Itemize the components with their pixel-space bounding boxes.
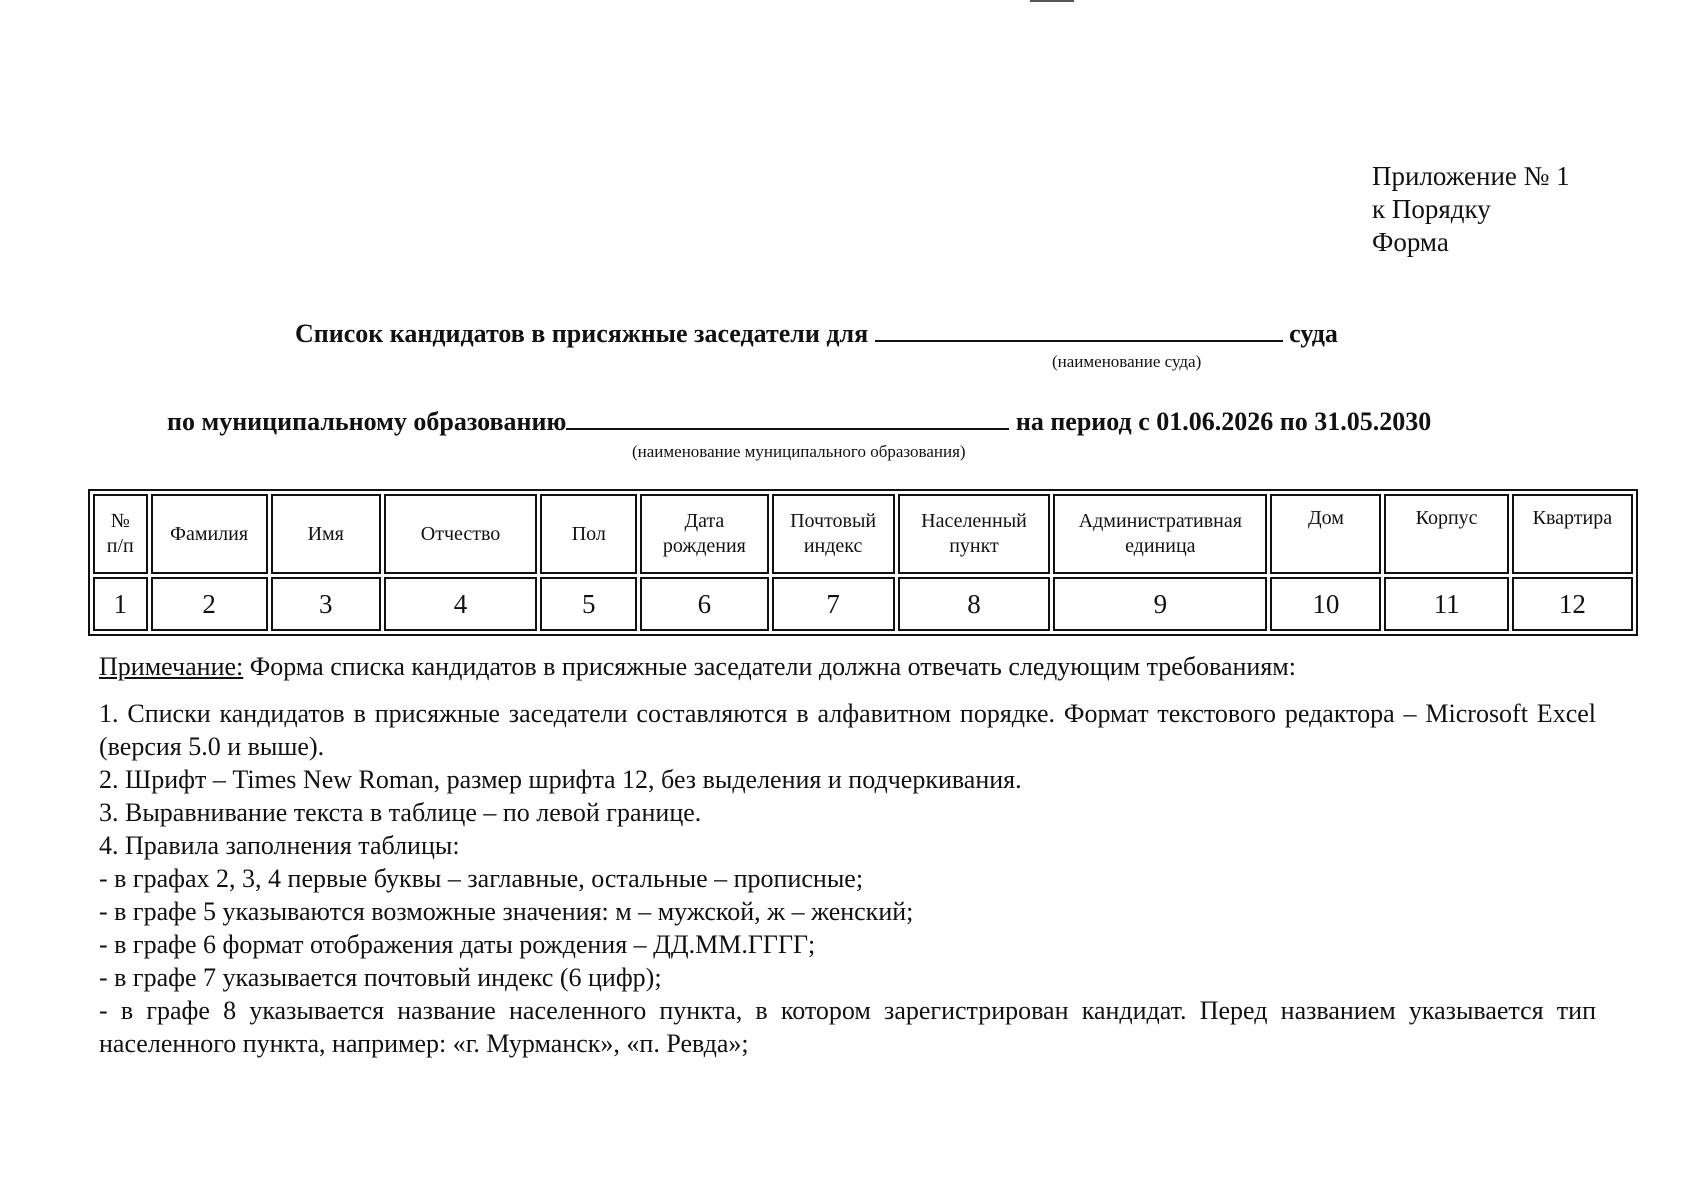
table-header-text: Почтовый [790, 510, 877, 532]
table-header-text: п/п [106, 535, 134, 557]
table-header-row [93, 494, 1633, 574]
table-header-cell [640, 494, 768, 574]
table-header-cell [1270, 494, 1381, 574]
table-number-cell: 3 [271, 577, 381, 631]
table-header-text: индекс [803, 535, 863, 557]
municipality-blank [566, 406, 1009, 430]
requirement-item: 4. Правила заполнения таблицы: [99, 831, 460, 860]
table-header-cell [1512, 494, 1633, 574]
table-header-text: Административная [1078, 510, 1242, 532]
table-header-cell [1053, 494, 1267, 574]
table-header-text: пункт [949, 535, 999, 557]
table-header-text: Дом [1307, 507, 1344, 529]
requirement-item: 1. Списки кандидатов в присяжные заседатели составляются в алфавитном порядке. Формат текстового редактора – Microsoft Excel (версия 5.0 и выше). [99, 699, 1596, 761]
appendix-line-2: к Порядку [1372, 194, 1491, 224]
title-line-1-text: Список кандидатов в присяжные заседатели для [295, 319, 869, 348]
table-header-text: Квартира [1532, 507, 1613, 529]
title-line-2-text: по муниципальному образованию [167, 407, 567, 436]
court-name-caption: (наименование суда) [1052, 352, 1202, 371]
table-header-text: Пол [571, 522, 606, 545]
table-header-cell [772, 494, 895, 574]
municipality-caption: (наименование муниципального образования) [632, 442, 966, 461]
candidates-table [88, 489, 1638, 636]
requirement-item: - в графе 5 указываются возможные значения: м – мужской, ж – женский; [99, 897, 914, 926]
title-line-1 [295, 318, 1338, 349]
table-number-cell: 2 [151, 577, 268, 631]
table-header-text: Отчество [420, 522, 501, 545]
table-header-text: № [110, 510, 130, 532]
table-number-cell: 8 [898, 577, 1051, 631]
requirements-list [99, 697, 1596, 1060]
court-name-blank [875, 318, 1283, 342]
requirement-item: 3. Выравнивание текста в таблице – по левой границе. [99, 798, 702, 827]
appendix-line-3: Форма [1372, 227, 1449, 257]
table-number-cell: 4 [384, 577, 538, 631]
table-header-text: рождения [662, 535, 746, 557]
note-intro: Форма списка кандидатов в присяжные заседатели должна отвечать следующим требованиям: [243, 652, 1296, 681]
note-label: Примечание: [99, 652, 244, 681]
top-edge-mark [1030, 0, 1074, 2]
appendix-line-1: Приложение № 1 [1372, 161, 1570, 191]
table-header-cell [151, 494, 268, 574]
appendix-block [1372, 160, 1570, 259]
title-line-2-period: на период с 01.06.2026 по 31.05.2030 [1015, 407, 1432, 436]
table-number-cell: 5 [540, 577, 637, 631]
table-number-cell: 7 [772, 577, 895, 631]
table-header-text: Корпус [1415, 507, 1478, 529]
table-header-cell [898, 494, 1051, 574]
table-number-cell: 9 [1053, 577, 1267, 631]
table-number-cell: 6 [640, 577, 768, 631]
requirement-item: - в графе 6 формат отображения даты рождения – ДД.ММ.ГГГГ; [99, 930, 816, 959]
table-header-cell [540, 494, 637, 574]
requirement-item: 2. Шрифт – Times New Roman, размер шрифта 12, без выделения и подчеркивания. [99, 765, 1022, 794]
table-header-text: Населенный [921, 510, 1027, 532]
table-header-text: Фамилия [170, 522, 249, 545]
note-heading [99, 650, 1596, 683]
table-header-cell [93, 494, 148, 574]
requirement-item: - в графе 8 указывается название населенного пункта, в котором зарегистрирован кандидат. Перед названием указывается тип населенного пункта, например: «г. Мурманск», «п. Ревда»; [99, 996, 1596, 1058]
table-header-text: Имя [307, 522, 344, 545]
table-number-cell: 10 [1270, 577, 1381, 631]
table-number-cell: 1 [93, 577, 148, 631]
table-number-cell: 11 [1384, 577, 1508, 631]
requirement-item: - в графе 7 указывается почтовый индекс (6 цифр); [99, 963, 662, 992]
table-header-cell [271, 494, 381, 574]
title-line-1-suffix: суда [1289, 319, 1338, 348]
table-header-cell [384, 494, 538, 574]
table-number-row [93, 577, 1633, 631]
table-number-cell: 12 [1512, 577, 1633, 631]
table-header-text: единица [1125, 535, 1196, 557]
title-line-2 [167, 406, 1431, 437]
table-header-cell [1384, 494, 1508, 574]
requirement-item: - в графах 2, 3, 4 первые буквы – заглавные, остальные – прописные; [99, 864, 864, 893]
table-header-text: Дата [684, 510, 725, 532]
